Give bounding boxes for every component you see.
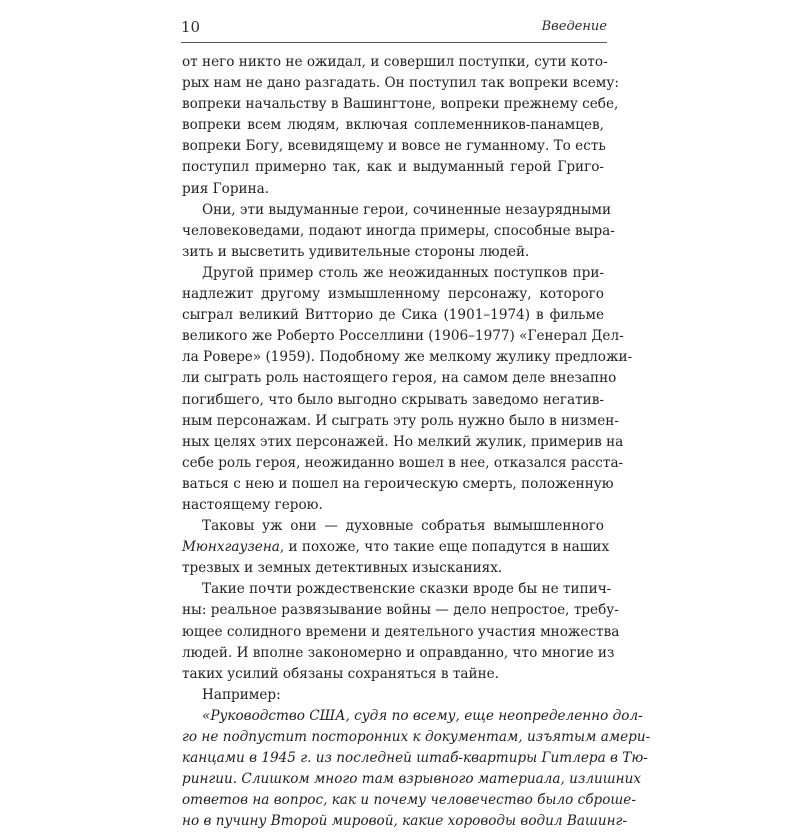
text-line: людей. И вполне закономерно и оправданно, что многие из [182,644,615,661]
page-header [181,16,607,40]
text-line [182,537,610,558]
text-line: погибшего, что было выгодно скрывать заведомо негатив- [182,391,604,408]
text-line: рия Горина. [182,180,270,197]
text-line: вопреки всем людям, включая соплеменников-панамцев, [182,117,604,134]
text-line: Такие почти рождественские сказки вроде бы не типич- [202,581,612,598]
body-text [182,52,651,832]
text-line: ных целях этих персонажей. Но мелкий жулик, примерив на [182,433,624,450]
text-line: трезвых и земных детективных изысканиях. [182,560,503,577]
text-line: вопреки Богу, всевидящему и вовсе не гуманному. То есть [182,138,606,155]
text-line: рых нам не дано разгадать. Он поступил так вопреки всему: [182,75,619,92]
paragraph-1 [182,52,619,200]
text-line: Таковы уж они — духовные собратья вымышленного [202,518,604,535]
text-line: великого же Роберто Росселлини (1906–1977) «Генерал Дел- [182,328,624,345]
text-line: себе роль героя, неожиданно вошел в нее, отказался расста- [182,454,624,471]
text-line: зить и высветить удивительные стороны людей. [182,243,530,260]
text-line: сыграл великий Витторио де Сика (1901–1974) в фильме [182,307,604,324]
italic-name: Мюнхгаузена [182,539,280,556]
quote-line: но в пучину Второй мировой, какие хороводы водил Вашинг- [182,813,628,830]
text-line: таких усилий обязаны сохраняться в тайне. [182,665,500,682]
text-line: ны: реальное развязывание войны — дело непростое, требу- [182,602,619,619]
quote-line: «Руководство США, судя по всему, еще неопределенно дол- [202,707,643,724]
quote-line: рингии. Слишком много там взрывного материала, излишних [182,771,642,788]
text-line: ным персонажам. И сыграть эту роль нужно было в низмен- [182,412,619,429]
text-line: настоящему герою. [182,496,323,513]
paragraph-5 [182,579,620,684]
text-line: поступил примерно так, как и выдуманный герой Григо- [182,159,604,176]
paragraph-6 [182,685,604,706]
text-fragment: , и похоже, что такие еще попадутся в наших [279,539,610,556]
text-line: вопреки начальству в Вашингтоне, вопреки прежнему себе, [182,96,619,113]
text-line: ла Ровере» (1959). Подобному же мелкому жулику предложи- [182,349,633,366]
text-line: Они, эти выдуманные герои, сочиненные незаурядными [202,201,612,218]
text-line: Другой пример столь же неожиданных поступков при- [202,264,604,281]
paragraph-2 [182,200,615,263]
quote-line: го не подпустит посторонних к документам, изъятым амери- [182,729,651,745]
quote-line: канцами в 1945 г. из последней штаб-квартиры Гитлера в Тю- [182,750,648,767]
paragraph-3 [182,263,633,516]
block-quote [182,706,651,832]
running-title: Введение [541,19,607,34]
text-line: ваться с нею и пошел на героическую смерть, положенную [182,475,614,492]
text-line: Например: [202,686,281,703]
text-line: человековедами, подают иногда примеры, способные выра- [182,222,615,239]
text-line: ющее солидного времени и деятельного участия множества [182,623,620,640]
text-line: от него никто не ожидал, и совершил поступки, сути кото- [182,54,608,70]
quote-line: ответов на вопрос, как и почему человечество было сброше- [182,792,636,809]
text-line: надлежит другому измышленному персонажу, которого [182,286,604,303]
header-rule [181,42,607,43]
page-number: 10 [181,18,201,36]
text-line: ли сыграть роль настоящего героя, на самом деле внезапно [182,370,617,387]
paragraph-4 [182,516,610,579]
